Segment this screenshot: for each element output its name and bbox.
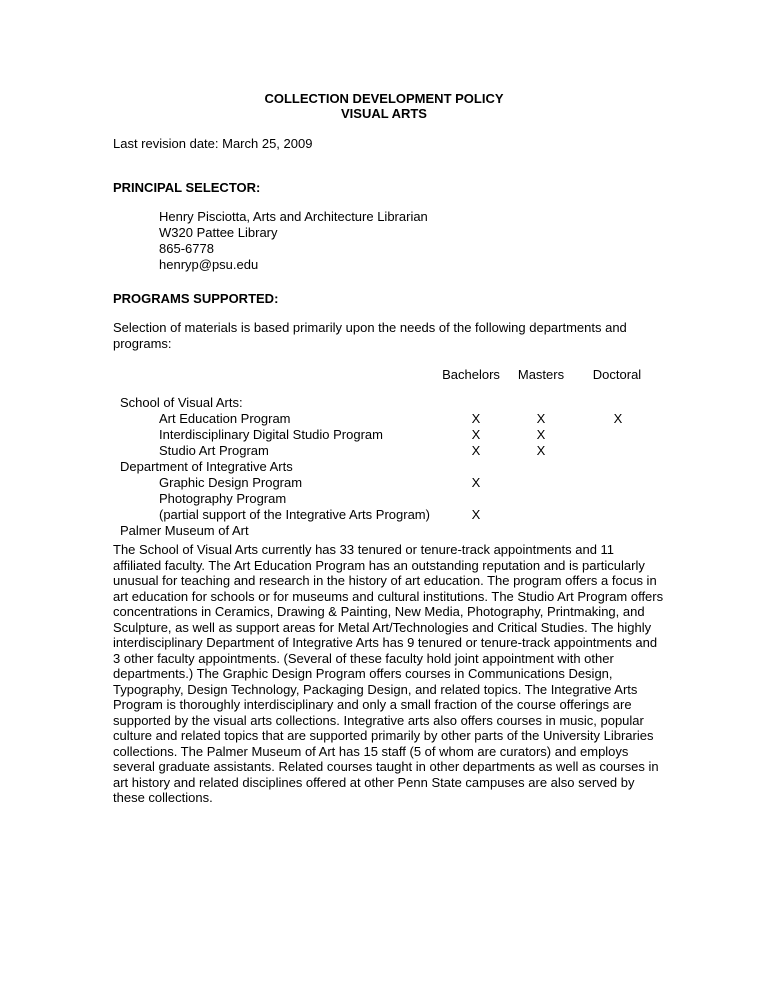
- document-title-line1: COLLECTION DEVELOPMENT POLICY: [264, 91, 504, 106]
- program-mark-bachelors: X: [471, 475, 481, 490]
- selector-contact-block: [159, 209, 428, 273]
- program-mark-masters: X: [536, 411, 546, 426]
- program-mark-doctoral: X: [613, 411, 623, 426]
- program-row-label: (partial support of the Integrative Arts Program): [159, 507, 430, 522]
- program-mark-masters: X: [536, 427, 546, 442]
- program-mark-bachelors: X: [471, 411, 481, 426]
- document-title-line2: VISUAL ARTS: [341, 106, 427, 121]
- program-mark-bachelors: X: [471, 443, 481, 458]
- column-header-doctoral: Doctoral: [592, 367, 642, 382]
- selector-email: henryp@psu.edu: [159, 257, 259, 272]
- selector-office: W320 Pattee Library: [159, 225, 278, 240]
- program-row-label: Graphic Design Program: [159, 475, 303, 490]
- programs-description-paragraph: The School of Visual Arts currently has 33 tenured or tenure-track appointments and 11 affiliated faculty. The Art Education Program has an outstanding reputation and is particularly unusual for teaching and research in the history of art education. The program offers a focus in art education for schools or for museums and cultural institutions. The Studio Art Program offers concentrations in Ceramics, Drawing & Painting, New Media, Photography, Printmaking, and Sculpture, as well as support areas for Metal Art/Technologies and Critical Studies. The highly interdisciplinary Department of Integrative Arts has 9 tenured or tenure-track appointments and 3 other faculty appointments. (Several of these faculty hold joint appointment with other departments.) The Graphic Design Program offers courses in Communications Design, Typography, Design Technology, Packaging Design, and related topics. The Integrative Arts Program is thoroughly interdisciplinary and only a small fraction of the course offerings are supported by the visual arts collections. Integrative arts also offers courses in music, popular culture and related topics that are supported primarily by other parts of the University Libraries collections. The Palmer Museum of Art has 15 staff (5 of whom are curators) and employs several graduate assistants. Related courses taught in other departments as well as courses in art history and related disciplines offered at other Penn State campuses are also served by these collections.: [113, 542, 664, 805]
- program-mark-bachelors: X: [471, 507, 481, 522]
- program-row-label: Studio Art Program: [159, 443, 269, 458]
- program-row-label: Palmer Museum of Art: [120, 523, 249, 538]
- column-header-bachelors: Bachelors: [442, 367, 500, 382]
- program-mark-bachelors: X: [471, 427, 481, 442]
- selector-name: Henry Pisciotta, Arts and Architecture Librarian: [159, 209, 428, 224]
- principal-selector-heading: PRINCIPAL SELECTOR:: [113, 180, 261, 195]
- program-mark-masters: X: [536, 443, 546, 458]
- selector-phone: 865-6778: [159, 241, 214, 256]
- program-row-label: Interdisciplinary Digital Studio Program: [159, 427, 383, 442]
- programs-supported-heading: PROGRAMS SUPPORTED:: [113, 291, 279, 306]
- program-row-label: Department of Integrative Arts: [120, 459, 293, 474]
- program-row-label: School of Visual Arts:: [120, 395, 243, 410]
- revision-date: Last revision date: March 25, 2009: [113, 136, 313, 151]
- program-row-label: Art Education Program: [159, 411, 291, 426]
- programs-intro: Selection of materials is based primarily upon the needs of the following departments and programs:: [113, 320, 627, 351]
- program-row-label: Photography Program: [159, 491, 287, 506]
- column-header-masters: Masters: [517, 367, 565, 382]
